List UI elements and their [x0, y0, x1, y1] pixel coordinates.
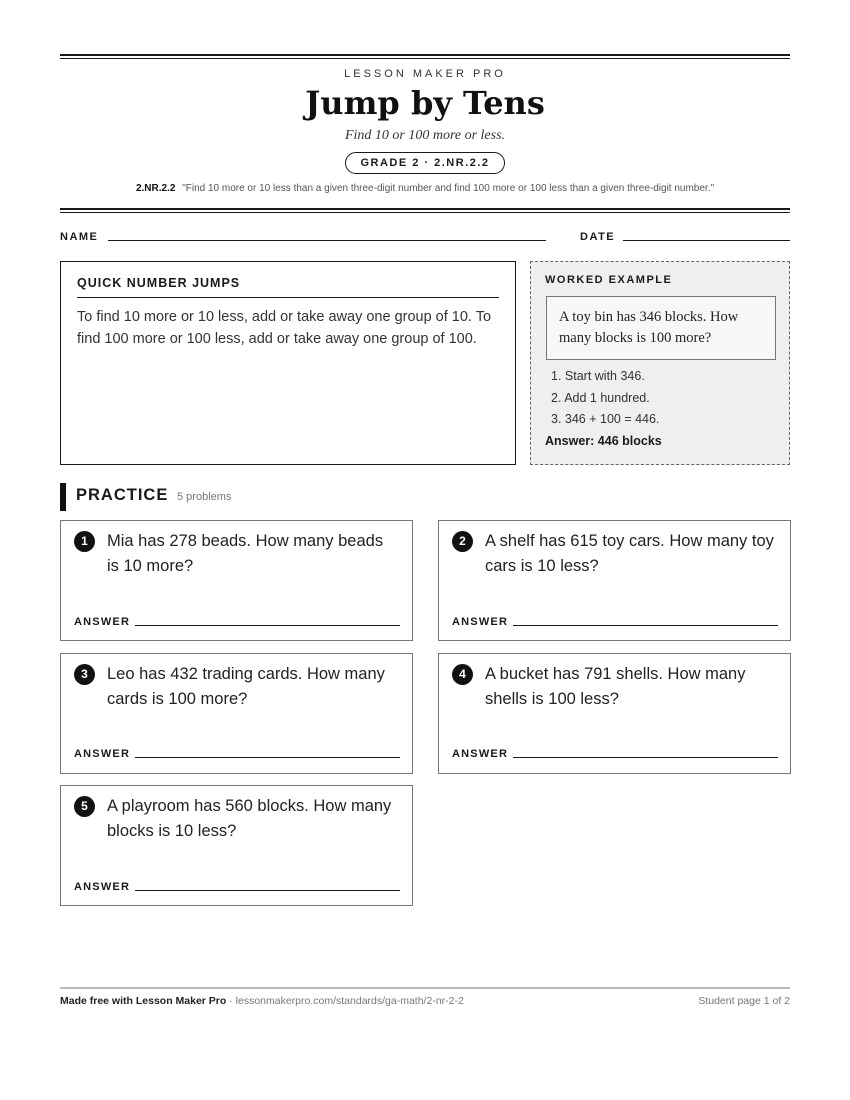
problem-card-2: [438, 520, 791, 641]
standard-code: 2.NR.2.2: [135, 183, 176, 194]
answer-line[interactable]: [135, 890, 400, 891]
worked-example-box: [530, 261, 790, 465]
page-title: Jump by Tens: [305, 84, 545, 122]
problem-card-4: [438, 653, 791, 774]
answer-line[interactable]: [135, 625, 400, 626]
date-field[interactable]: [623, 240, 790, 241]
answer-line[interactable]: [513, 757, 778, 758]
worked-step: 3. 346 + 100 = 446.: [551, 412, 660, 426]
problem-text: A playroom has 560 blocks. How many blocks is 10 less?: [107, 797, 392, 840]
problem-number-badge: 1: [74, 531, 95, 552]
quick-box-body: To find 10 more or 10 less, add or take away one group of 10. To find 100 more or 100 less, add or take away one group of 100.: [77, 309, 492, 347]
grade-badge: GRADE 2 · 2.NR.2.2: [345, 152, 504, 174]
worked-example-answer: Answer: 446 blocks: [545, 434, 662, 448]
standard-line: [60, 183, 790, 194]
quick-box-title: QUICK NUMBER JUMPS: [77, 276, 499, 298]
problem-number-badge: 5: [74, 796, 95, 817]
name-field[interactable]: [108, 240, 546, 241]
answer-label: ANSWER: [74, 748, 131, 760]
practice-count: 5 problems: [177, 491, 232, 503]
problem-text: Mia has 278 beads. How many beads is 10 more?: [107, 532, 384, 575]
answer-label: ANSWER: [452, 748, 509, 760]
standard-text: "Find 10 more or 10 less than a given three-digit number and find 100 more or 100 less than a given three-digit number.": [182, 183, 715, 194]
answer-label: ANSWER: [74, 616, 131, 628]
problem-card-5: [60, 785, 413, 906]
worked-step: 1. Start with 346.: [551, 369, 645, 383]
grade-pill-wrap: [60, 152, 790, 174]
worked-example-title: WORKED EXAMPLE: [545, 274, 673, 286]
practice-accent-bar: [60, 483, 66, 511]
problem-number-badge: 4: [452, 664, 473, 685]
answer-line[interactable]: [135, 757, 400, 758]
answer-label: ANSWER: [452, 616, 509, 628]
date-label: DATE: [580, 231, 616, 243]
problem-text: A shelf has 615 toy cars. How many toy cars is 10 less?: [485, 532, 774, 575]
problem-text: Leo has 432 trading cards. How many cards is 100 more?: [107, 665, 385, 708]
worked-step: 2. Add 1 hundred.: [551, 390, 650, 405]
footer-page-number: Student page 1 of 2: [698, 995, 790, 1007]
footer-credit: [60, 995, 464, 1007]
answer-label: ANSWER: [74, 881, 131, 893]
quick-number-jumps-box: [60, 261, 516, 465]
footer-url[interactable]: · lessonmakerpro.com/standards/ga-math/2-nr-2-2: [226, 995, 464, 1007]
header-bottom-rule: [60, 208, 790, 213]
brand-name: LESSON MAKER PRO: [344, 68, 506, 80]
top-double-rule: [60, 54, 790, 59]
problem-number-badge: 3: [74, 664, 95, 685]
problem-text: A bucket has 791 shells. How many shells is 100 less?: [485, 665, 746, 708]
practice-heading: PRACTICE: [76, 486, 169, 504]
footer-rule: [60, 987, 790, 989]
problem-number-badge: 2: [452, 531, 473, 552]
name-label: NAME: [60, 231, 99, 243]
problem-card-3: [60, 653, 413, 774]
page-subtitle: Find 10 or 100 more or less.: [344, 128, 506, 143]
answer-line[interactable]: [513, 625, 778, 626]
worked-example-problem: A toy bin has 346 blocks. How many blocks is 100 more?: [546, 296, 776, 360]
footer-made-with: Made free with Lesson Maker Pro: [60, 995, 227, 1007]
worked-example-steps: [551, 366, 659, 431]
problem-card-1: [60, 520, 413, 641]
